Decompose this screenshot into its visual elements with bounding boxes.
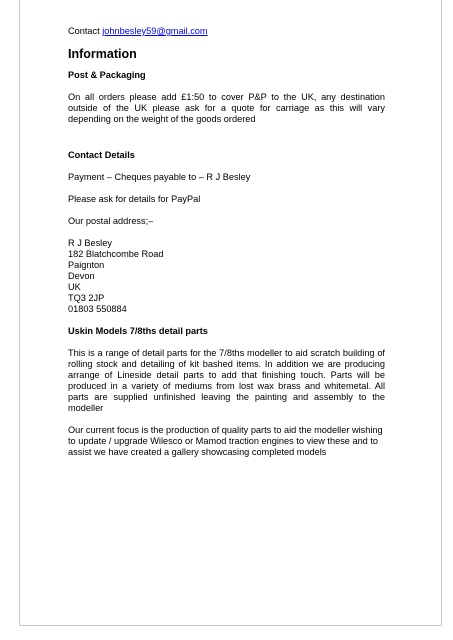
uskin-intro: This is a range of detail parts for the 7/8ths modeller to aid scratch building of rolling stock and detailing of kit bashed items. In addition we are producing arrange of Lineside detail parts to add that finishing touch. Parts will be produced in a variety of mediums from lost wax brass and whitemetal. All parts are supplied unfinished leaving the painting and assembly to the modeller [68, 348, 385, 413]
document-body [68, 26, 385, 469]
information-heading: Information [68, 47, 137, 61]
contact-details-heading: Contact Details [68, 150, 135, 160]
address-town: Paignton [68, 260, 105, 270]
address-postcode: TQ3 2JP [68, 293, 105, 303]
uskin-focus: Our current focus is the production of quality parts to aid the modeller wishing to update / upgrade Wilesco or Mamod traction engines to view these and to assist we have created a gallery showcasing completed models [68, 425, 383, 457]
contact-label: Contact [68, 26, 103, 36]
address-county: Devon [68, 271, 95, 281]
address-name: R J Besley [68, 238, 112, 248]
postage-heading: Post & Packaging [68, 70, 146, 80]
address-country: UK [68, 282, 81, 292]
address-street: 182 Blatchcombe Road [68, 249, 164, 259]
paypal-text: Please ask for details for PayPal [68, 194, 201, 204]
payment-text: Payment – Cheques payable to – R J Besley [68, 172, 251, 182]
contact-line [68, 26, 385, 37]
email-link[interactable]: johnbesley59@gmail.com [102, 26, 208, 36]
postage-text: On all orders please add £1:50 to cover P&P to the UK, any destination outside of the UK please ask for a quote for carriage as this will vary depending on the weight of the goods ordered [68, 92, 385, 124]
postal-address [68, 238, 385, 315]
address-phone: 01803 550884 [68, 304, 127, 314]
postal-intro: Our postal address;– [68, 216, 154, 226]
uskin-heading: Uskin Models 7/8ths detail parts [68, 326, 208, 336]
